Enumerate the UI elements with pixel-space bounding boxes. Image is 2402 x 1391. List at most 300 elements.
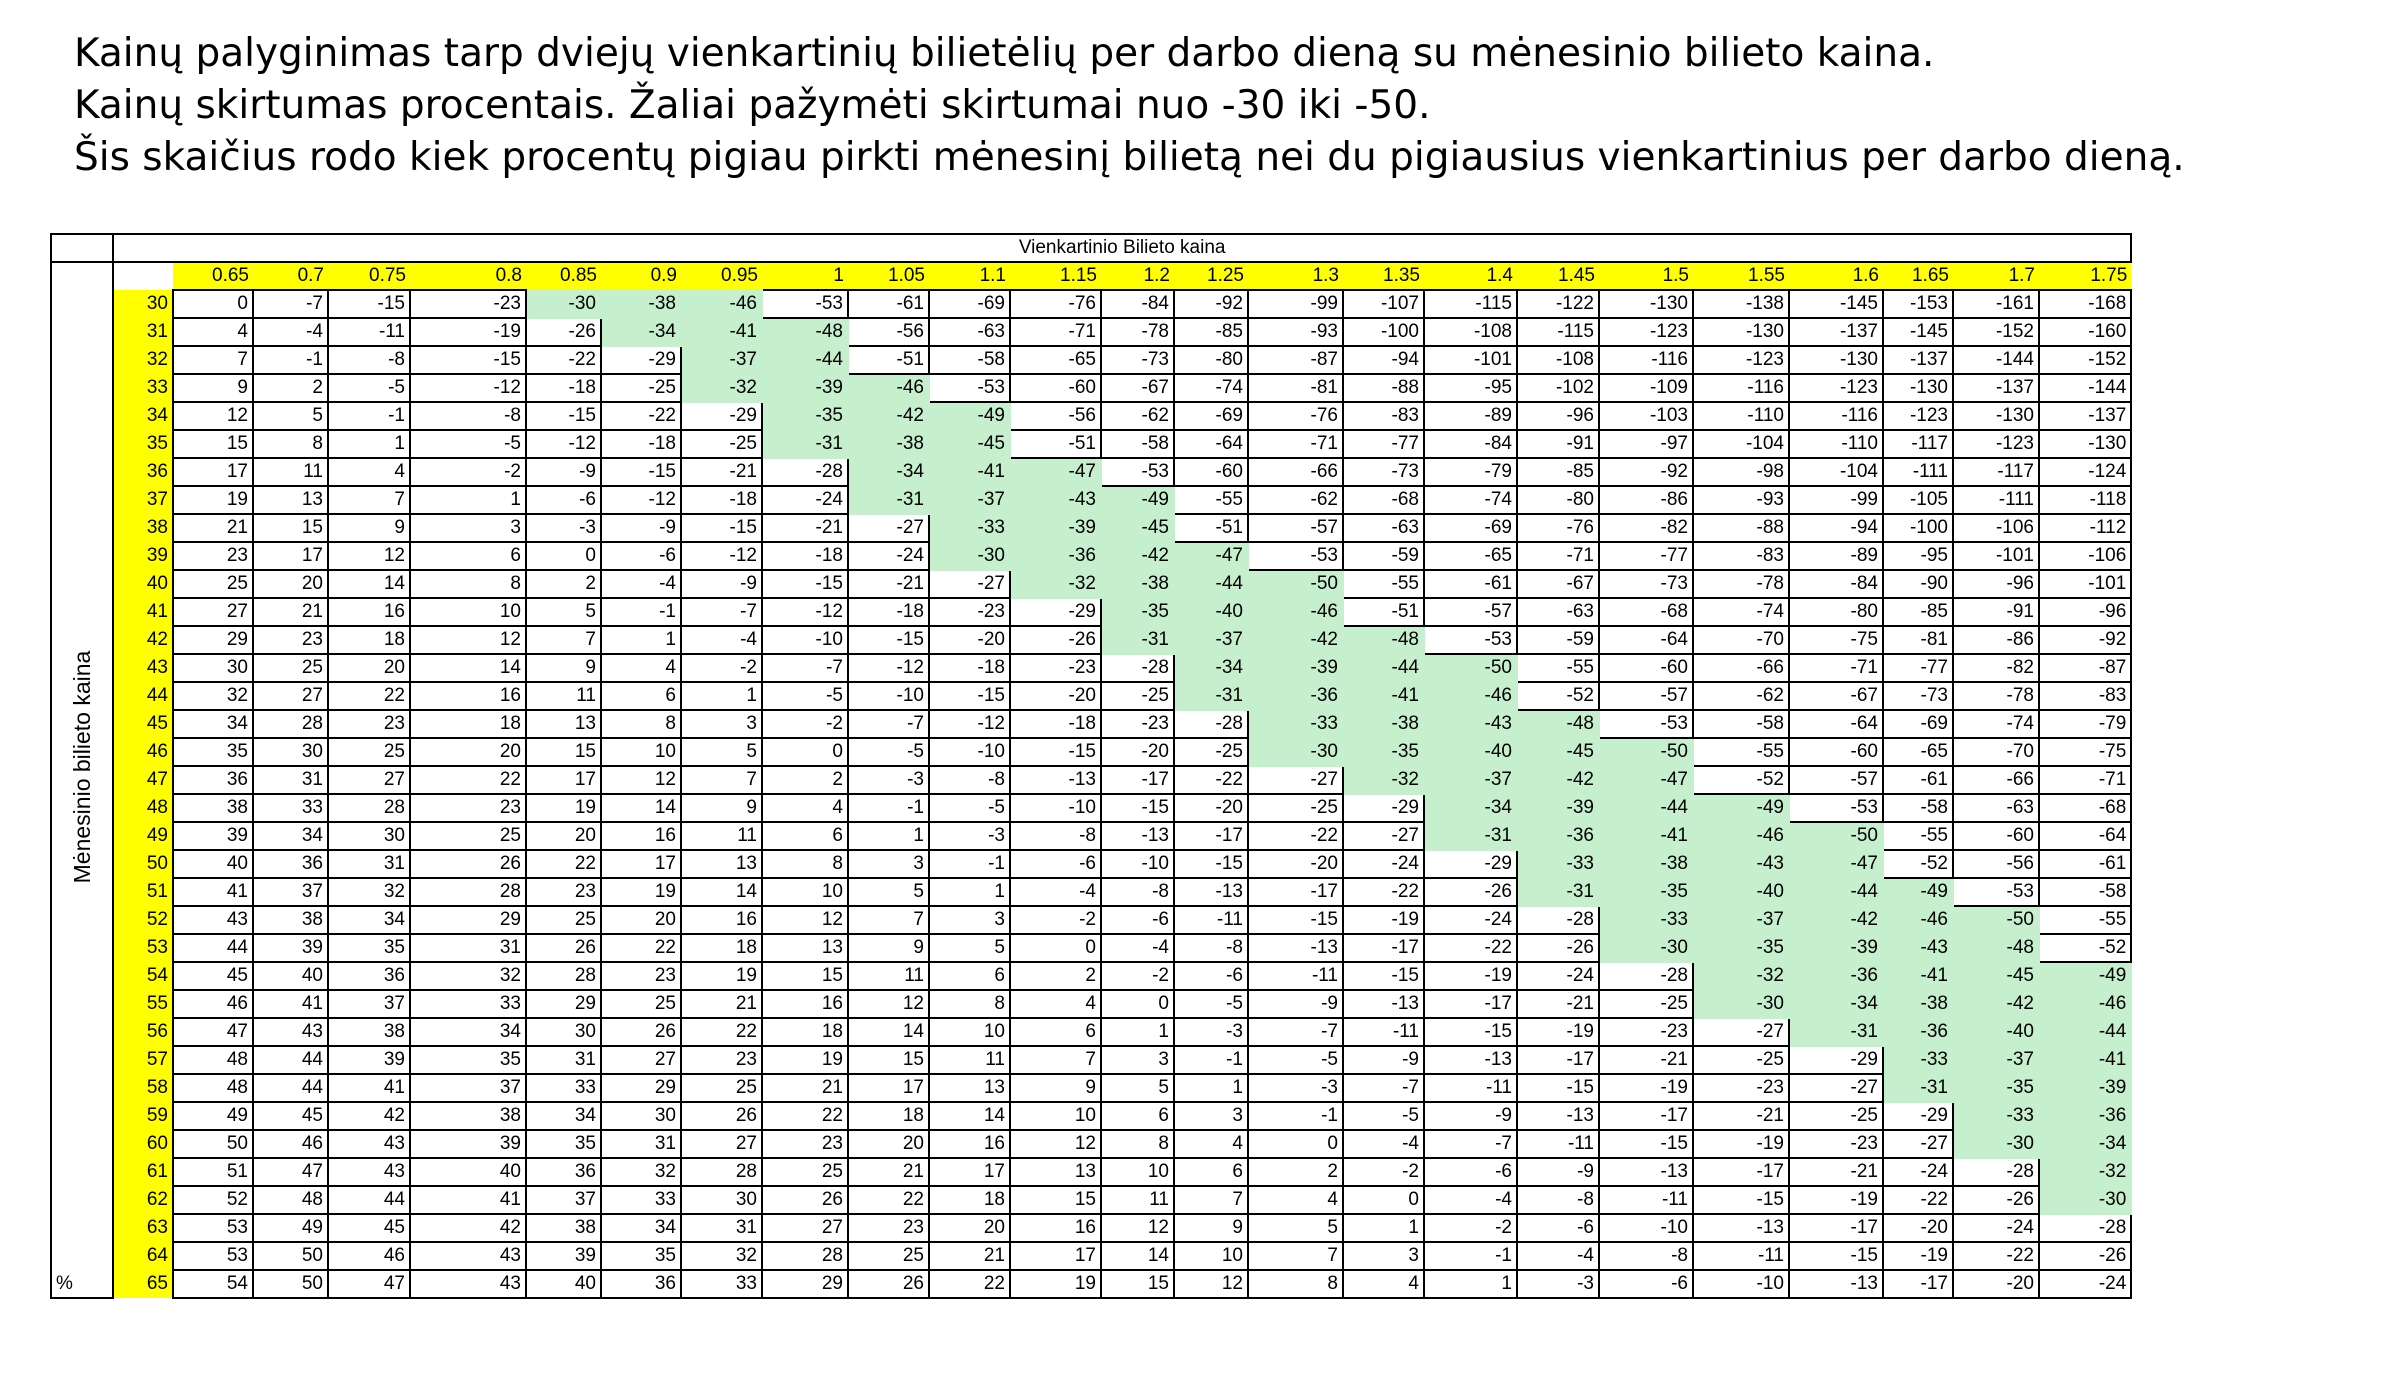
value-cell: -49 <box>2039 962 2131 990</box>
value-cell: -80 <box>1517 486 1599 514</box>
value-cell: 13 <box>253 486 328 514</box>
row-header: 50 <box>113 850 173 878</box>
value-cell: 22 <box>410 766 526 794</box>
value-cell: -73 <box>1599 570 1693 598</box>
value-cell: 15 <box>253 514 328 542</box>
value-cell: -1 <box>253 346 328 374</box>
value-cell: -87 <box>2039 654 2131 682</box>
value-cell: 15 <box>173 430 253 458</box>
value-cell: 14 <box>1101 1242 1174 1270</box>
value-cell: -28 <box>1599 962 1693 990</box>
table-row <box>51 626 2131 654</box>
value-cell: -17 <box>1343 934 1424 962</box>
value-cell: 33 <box>526 1074 601 1102</box>
value-cell: 40 <box>253 962 328 990</box>
value-cell: 38 <box>253 906 328 934</box>
value-cell: -26 <box>2039 1242 2131 1270</box>
value-cell: -36 <box>1517 822 1599 850</box>
corner-cell <box>51 234 113 262</box>
value-cell: -15 <box>1693 1186 1789 1214</box>
value-cell: 37 <box>526 1186 601 1214</box>
value-cell: -106 <box>2039 542 2131 570</box>
value-cell: -89 <box>1424 402 1517 430</box>
value-cell: 48 <box>253 1186 328 1214</box>
value-cell: 5 <box>681 738 762 766</box>
value-cell: -13 <box>1517 1102 1599 1130</box>
value-cell: 5 <box>1101 1074 1174 1102</box>
value-cell: -29 <box>1883 1102 1953 1130</box>
value-cell: 25 <box>526 906 601 934</box>
value-cell: 6 <box>601 682 681 710</box>
value-cell: 50 <box>253 1270 328 1298</box>
value-cell: 2 <box>253 374 328 402</box>
value-cell: -50 <box>1599 738 1693 766</box>
value-cell: 6 <box>762 822 848 850</box>
value-cell: -63 <box>1343 514 1424 542</box>
value-cell: 4 <box>601 654 681 682</box>
value-cell: -25 <box>1789 1102 1883 1130</box>
value-cell: 43 <box>253 1018 328 1046</box>
value-cell: 5 <box>848 878 929 906</box>
value-cell: -11 <box>1517 1130 1599 1158</box>
row-header: 40 <box>113 570 173 598</box>
value-cell: -100 <box>1883 514 1953 542</box>
value-cell: -117 <box>1953 458 2039 486</box>
value-cell: 46 <box>173 990 253 1018</box>
column-header: 0.65 <box>173 262 253 290</box>
column-caption: Vienkartinio Bilieto kaina <box>113 234 2131 262</box>
value-cell: 25 <box>681 1074 762 1102</box>
value-cell: -52 <box>2039 934 2131 962</box>
value-cell: -27 <box>1248 766 1343 794</box>
value-cell: -21 <box>681 458 762 486</box>
value-cell: 8 <box>762 850 848 878</box>
value-cell: 7 <box>173 346 253 374</box>
value-cell: -43 <box>1883 934 1953 962</box>
value-cell: -50 <box>1953 906 2039 934</box>
value-cell: -15 <box>848 626 929 654</box>
value-cell: -23 <box>1010 654 1101 682</box>
value-cell: 33 <box>681 1270 762 1298</box>
value-cell: -41 <box>2039 1046 2131 1074</box>
value-cell: -48 <box>762 318 848 346</box>
value-cell: 16 <box>601 822 681 850</box>
value-cell: -23 <box>410 290 526 318</box>
value-cell: -79 <box>1424 458 1517 486</box>
value-cell: 8 <box>929 990 1010 1018</box>
value-cell: -61 <box>1424 570 1517 598</box>
value-cell: 15 <box>1101 1270 1174 1298</box>
value-cell: 42 <box>410 1214 526 1242</box>
value-cell: -46 <box>2039 990 2131 1018</box>
value-cell: 29 <box>173 626 253 654</box>
value-cell: 9 <box>526 654 601 682</box>
value-cell: -18 <box>929 654 1010 682</box>
value-cell: -7 <box>1343 1074 1424 1102</box>
value-cell: 5 <box>526 598 601 626</box>
value-cell: -55 <box>2039 906 2131 934</box>
value-cell: -81 <box>1248 374 1343 402</box>
value-cell: 9 <box>681 794 762 822</box>
value-cell: -4 <box>1343 1130 1424 1158</box>
value-cell: -35 <box>1101 598 1174 626</box>
value-cell: -8 <box>929 766 1010 794</box>
value-cell: -53 <box>762 290 848 318</box>
value-cell: -5 <box>1343 1102 1424 1130</box>
value-cell: -50 <box>1789 822 1883 850</box>
value-cell: -27 <box>1883 1130 1953 1158</box>
column-header: 1.7 <box>1953 262 2039 290</box>
row-header: 48 <box>113 794 173 822</box>
value-cell: 44 <box>328 1186 410 1214</box>
value-cell: 25 <box>762 1158 848 1186</box>
table-row <box>51 794 2131 822</box>
value-cell: -4 <box>1101 934 1174 962</box>
value-cell: -33 <box>1248 710 1343 738</box>
value-cell: -15 <box>410 346 526 374</box>
value-cell: -144 <box>1953 346 2039 374</box>
row-header: 58 <box>113 1074 173 1102</box>
value-cell: -137 <box>1789 318 1883 346</box>
value-cell: -97 <box>1599 430 1693 458</box>
row-header: 56 <box>113 1018 173 1046</box>
value-cell: -67 <box>1517 570 1599 598</box>
value-cell: -65 <box>1010 346 1101 374</box>
value-cell: -3 <box>1248 1074 1343 1102</box>
value-cell: -37 <box>681 346 762 374</box>
value-cell: -93 <box>1693 486 1789 514</box>
value-cell: 21 <box>681 990 762 1018</box>
value-cell: 3 <box>1174 1102 1248 1130</box>
value-cell: 23 <box>848 1214 929 1242</box>
value-cell: -30 <box>1953 1130 2039 1158</box>
value-cell: -6 <box>601 542 681 570</box>
value-cell: -52 <box>1883 850 1953 878</box>
value-cell: 14 <box>328 570 410 598</box>
value-cell: -63 <box>1517 598 1599 626</box>
value-cell: 22 <box>762 1102 848 1130</box>
value-cell: 1 <box>1343 1214 1424 1242</box>
value-cell: -20 <box>1953 1270 2039 1298</box>
value-cell: 22 <box>929 1270 1010 1298</box>
value-cell: 11 <box>681 822 762 850</box>
value-cell: -137 <box>1883 346 1953 374</box>
column-header: 1.25 <box>1174 262 1248 290</box>
value-cell: 36 <box>526 1158 601 1186</box>
value-cell: 6 <box>1174 1158 1248 1186</box>
row-header: 59 <box>113 1102 173 1130</box>
value-cell: -130 <box>1599 290 1693 318</box>
value-cell: -25 <box>1101 682 1174 710</box>
value-cell: -19 <box>1789 1186 1883 1214</box>
value-cell: -38 <box>1599 850 1693 878</box>
value-cell: 12 <box>762 906 848 934</box>
value-cell: -38 <box>1883 990 1953 1018</box>
value-cell: 41 <box>328 1074 410 1102</box>
value-cell: -30 <box>526 290 601 318</box>
value-cell: -77 <box>1343 430 1424 458</box>
value-cell: -65 <box>1883 738 1953 766</box>
row-header: 30 <box>113 290 173 318</box>
value-cell: -51 <box>1174 514 1248 542</box>
value-cell: -67 <box>1789 682 1883 710</box>
value-cell: 35 <box>526 1130 601 1158</box>
value-cell: -48 <box>1343 626 1424 654</box>
value-cell: 43 <box>328 1130 410 1158</box>
value-cell: -5 <box>1248 1046 1343 1074</box>
value-cell: -64 <box>1174 430 1248 458</box>
value-cell: -25 <box>1174 738 1248 766</box>
value-cell: -2 <box>1343 1158 1424 1186</box>
value-cell: 26 <box>762 1186 848 1214</box>
value-cell: 6 <box>1101 1102 1174 1130</box>
value-cell: 10 <box>1174 1242 1248 1270</box>
value-cell: 30 <box>173 654 253 682</box>
value-cell: -7 <box>1248 1018 1343 1046</box>
value-cell: 52 <box>173 1186 253 1214</box>
value-cell: -10 <box>1599 1214 1693 1242</box>
value-cell: -44 <box>762 346 848 374</box>
value-cell: 19 <box>762 1046 848 1074</box>
value-cell: -17 <box>1693 1158 1789 1186</box>
value-cell: -27 <box>1789 1074 1883 1102</box>
value-cell: 29 <box>762 1270 848 1298</box>
value-cell: -117 <box>1883 430 1953 458</box>
value-cell: -55 <box>1517 654 1599 682</box>
value-cell: 54 <box>173 1270 253 1298</box>
value-cell: -46 <box>848 374 929 402</box>
column-header: 1.15 <box>1010 262 1101 290</box>
value-cell: 23 <box>253 626 328 654</box>
value-cell: -36 <box>1010 542 1101 570</box>
value-cell: -2 <box>410 458 526 486</box>
value-cell: -4 <box>1010 878 1101 906</box>
column-header: 1.45 <box>1517 262 1599 290</box>
value-cell: 25 <box>601 990 681 1018</box>
value-cell: -24 <box>1424 906 1517 934</box>
column-header: 1.35 <box>1343 262 1424 290</box>
value-cell: 44 <box>253 1046 328 1074</box>
value-cell: 35 <box>328 934 410 962</box>
value-cell: -40 <box>1174 598 1248 626</box>
value-cell: 25 <box>328 738 410 766</box>
value-cell: -71 <box>1010 318 1101 346</box>
value-cell: 32 <box>410 962 526 990</box>
value-cell: -83 <box>1343 402 1424 430</box>
value-cell: -27 <box>929 570 1010 598</box>
value-cell: 26 <box>410 850 526 878</box>
value-cell: 14 <box>410 654 526 682</box>
row-header: 51 <box>113 878 173 906</box>
value-cell: -99 <box>1248 290 1343 318</box>
value-cell: -26 <box>1517 934 1599 962</box>
value-cell: -78 <box>1953 682 2039 710</box>
value-cell: -92 <box>1599 458 1693 486</box>
value-cell: -44 <box>1789 878 1883 906</box>
value-cell: 34 <box>173 710 253 738</box>
value-cell: -41 <box>1883 962 1953 990</box>
value-cell: -74 <box>1424 486 1517 514</box>
value-cell: 31 <box>253 766 328 794</box>
value-cell: -101 <box>1424 346 1517 374</box>
value-cell: 29 <box>526 990 601 1018</box>
value-cell: 38 <box>328 1018 410 1046</box>
value-cell: -17 <box>1883 1270 1953 1298</box>
value-cell: -17 <box>1174 822 1248 850</box>
value-cell: -53 <box>1424 626 1517 654</box>
value-cell: -38 <box>601 290 681 318</box>
value-cell: -108 <box>1517 346 1599 374</box>
value-cell: -103 <box>1599 402 1693 430</box>
value-cell: 1 <box>410 486 526 514</box>
value-cell: 45 <box>253 1102 328 1130</box>
value-cell: -13 <box>1424 1046 1517 1074</box>
value-cell: 40 <box>410 1158 526 1186</box>
value-cell: -11 <box>1693 1242 1789 1270</box>
table-row <box>51 1158 2131 1186</box>
value-cell: 43 <box>173 906 253 934</box>
value-cell: -17 <box>1101 766 1174 794</box>
value-cell: -44 <box>2039 1018 2131 1046</box>
value-cell: -15 <box>762 570 848 598</box>
value-cell: -70 <box>1693 626 1789 654</box>
value-cell: -51 <box>1010 430 1101 458</box>
value-cell: 19 <box>681 962 762 990</box>
value-cell: -161 <box>1953 290 2039 318</box>
value-cell: -9 <box>1248 990 1343 1018</box>
value-cell: -82 <box>1953 654 2039 682</box>
value-cell: -24 <box>848 542 929 570</box>
value-cell: -104 <box>1789 458 1883 486</box>
column-header: 0.95 <box>681 262 762 290</box>
value-cell: 26 <box>601 1018 681 1046</box>
value-cell: 38 <box>173 794 253 822</box>
table-row <box>51 486 2131 514</box>
value-cell: -25 <box>1248 794 1343 822</box>
value-cell: -3 <box>526 514 601 542</box>
value-cell: -8 <box>410 402 526 430</box>
value-cell: -58 <box>1693 710 1789 738</box>
price-comparison-table <box>50 233 2132 1299</box>
value-cell: -37 <box>1953 1046 2039 1074</box>
value-cell: 32 <box>601 1158 681 1186</box>
value-cell: -1 <box>601 598 681 626</box>
value-cell: -1 <box>1248 1102 1343 1130</box>
value-cell: -66 <box>1953 766 2039 794</box>
value-cell: 9 <box>328 514 410 542</box>
value-cell: 8 <box>1248 1270 1343 1298</box>
value-cell: -145 <box>1789 290 1883 318</box>
value-cell: -32 <box>1010 570 1101 598</box>
value-cell: 13 <box>762 934 848 962</box>
value-cell: -53 <box>1248 542 1343 570</box>
value-cell: -94 <box>1789 514 1883 542</box>
value-cell: 23 <box>526 878 601 906</box>
value-cell: 4 <box>173 318 253 346</box>
value-cell: 18 <box>328 626 410 654</box>
value-cell: -122 <box>1517 290 1599 318</box>
value-cell: 37 <box>410 1074 526 1102</box>
row-caption <box>51 262 113 1270</box>
value-cell: -88 <box>1693 514 1789 542</box>
value-cell: 7 <box>1010 1046 1101 1074</box>
value-cell: 21 <box>848 1158 929 1186</box>
value-cell: -96 <box>1517 402 1599 430</box>
value-cell: 16 <box>929 1130 1010 1158</box>
value-cell: 11 <box>253 458 328 486</box>
value-cell: -39 <box>1248 654 1343 682</box>
column-header: 0.7 <box>253 262 328 290</box>
value-cell: -5 <box>762 682 848 710</box>
column-header: 1.1 <box>929 262 1010 290</box>
value-cell: -30 <box>1693 990 1789 1018</box>
value-cell: -59 <box>1517 626 1599 654</box>
value-cell: -37 <box>1424 766 1517 794</box>
value-cell: -21 <box>762 514 848 542</box>
value-cell: -52 <box>1693 766 1789 794</box>
value-cell: 47 <box>328 1270 410 1298</box>
value-cell: 34 <box>253 822 328 850</box>
value-cell: -6 <box>1517 1214 1599 1242</box>
value-cell: -15 <box>1248 906 1343 934</box>
value-cell: -43 <box>1010 486 1101 514</box>
value-cell: 27 <box>762 1214 848 1242</box>
value-cell: -39 <box>1789 934 1883 962</box>
value-cell: -108 <box>1424 318 1517 346</box>
value-cell: 31 <box>410 934 526 962</box>
value-cell: -30 <box>1248 738 1343 766</box>
value-cell: -28 <box>1953 1158 2039 1186</box>
value-cell: -4 <box>681 626 762 654</box>
value-cell: 1 <box>681 682 762 710</box>
value-cell: -3 <box>1174 1018 1248 1046</box>
value-cell: -6 <box>1174 962 1248 990</box>
value-cell: 4 <box>1010 990 1101 1018</box>
value-cell: 15 <box>1010 1186 1101 1214</box>
value-cell: 53 <box>173 1214 253 1242</box>
value-cell: 21 <box>253 598 328 626</box>
value-cell: -48 <box>1517 710 1599 738</box>
value-cell: -27 <box>1343 822 1424 850</box>
value-cell: 9 <box>1174 1214 1248 1242</box>
value-cell: -61 <box>848 290 929 318</box>
value-cell: 43 <box>410 1242 526 1270</box>
value-cell: -22 <box>1424 934 1517 962</box>
table-row <box>51 738 2131 766</box>
value-cell: -60 <box>1599 654 1693 682</box>
value-cell: -4 <box>601 570 681 598</box>
value-cell: 13 <box>681 850 762 878</box>
value-cell: 17 <box>848 1074 929 1102</box>
value-cell: -55 <box>1693 738 1789 766</box>
value-cell: -8 <box>1599 1242 1693 1270</box>
value-cell: -98 <box>1693 458 1789 486</box>
value-cell: -60 <box>1953 822 2039 850</box>
value-cell: -7 <box>1424 1130 1517 1158</box>
value-cell: 27 <box>253 682 328 710</box>
value-cell: -25 <box>1599 990 1693 1018</box>
value-cell: -43 <box>1693 850 1789 878</box>
value-cell: 38 <box>410 1102 526 1130</box>
value-cell: 45 <box>328 1214 410 1242</box>
table-row <box>51 1074 2131 1102</box>
value-cell: 27 <box>173 598 253 626</box>
value-cell: -88 <box>1343 374 1424 402</box>
column-header-row <box>51 262 2131 290</box>
value-cell: -10 <box>762 626 848 654</box>
value-cell: 4 <box>762 794 848 822</box>
value-cell: -62 <box>1248 486 1343 514</box>
